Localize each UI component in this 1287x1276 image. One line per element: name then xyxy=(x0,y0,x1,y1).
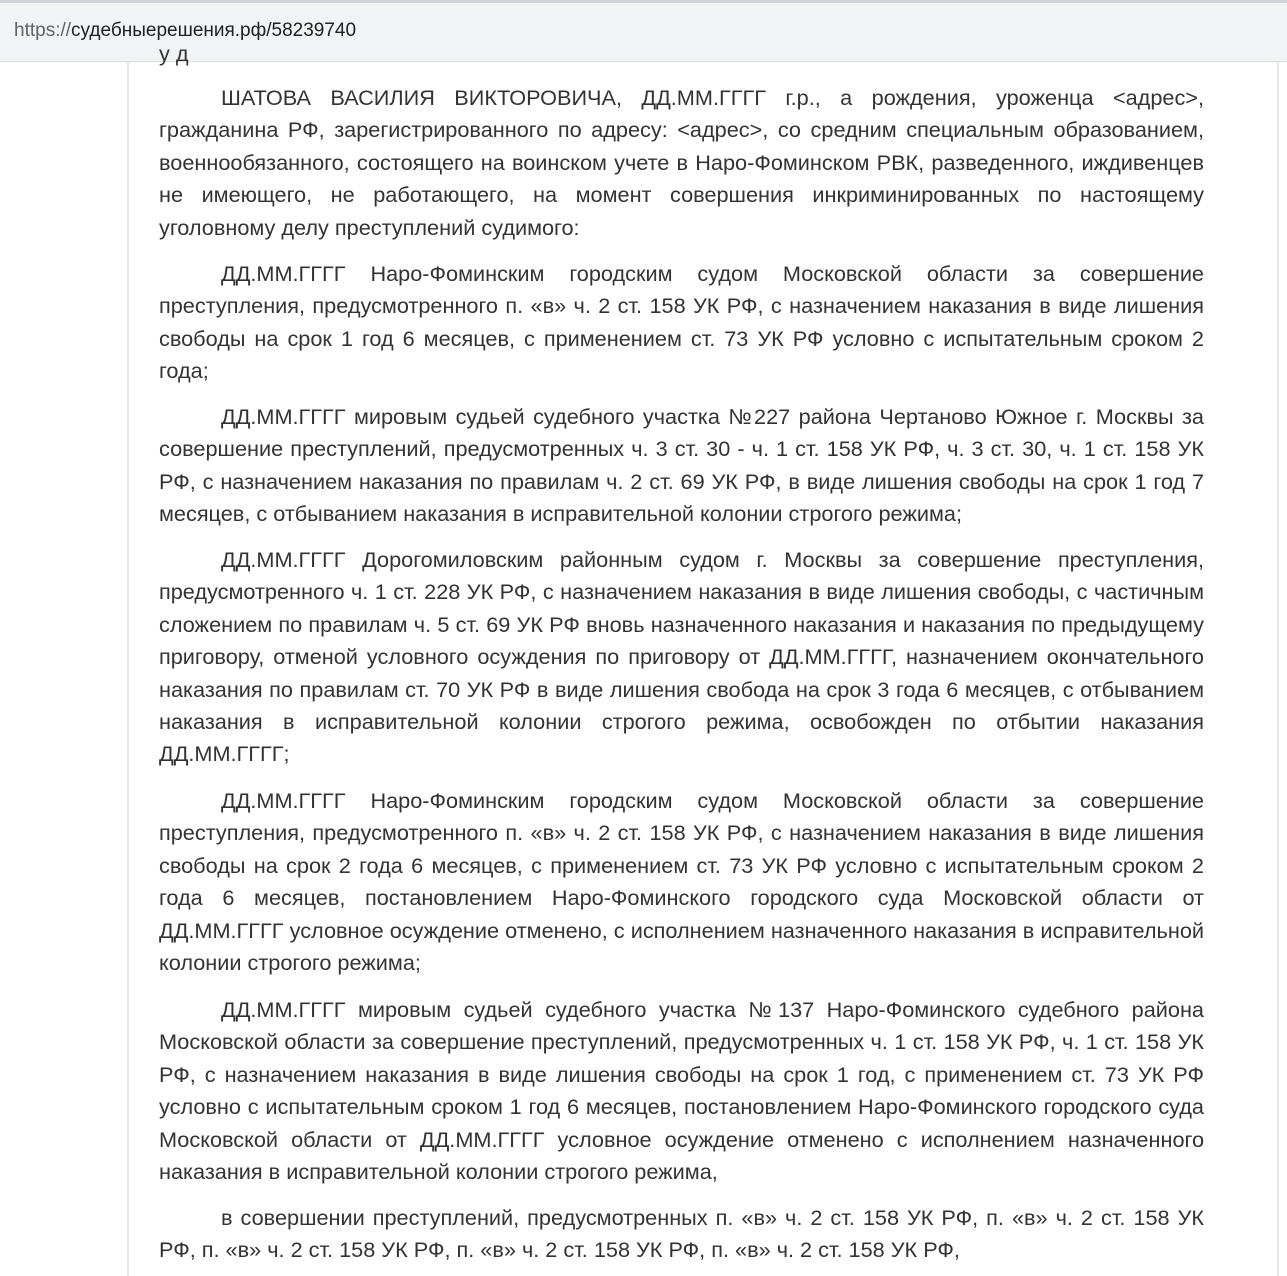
page-left-border xyxy=(127,62,129,1276)
paragraph-conviction-2: ДД.ММ.ГГГГ мировым судьей судебного участка №227 района Чертаново Южное г. Москвы за совершение преступлений, предусмотренных ч. 3 ст. 30 - ч. 1 ст. 158 УК РФ, ч. 3 ст. 30, ч. 1 ст. 158 УК РФ, с назначением наказания по правилам ч. 2 ст. 69 УК РФ, в виде лишения свободы на срок 1 год 7 месяцев, с отбыванием наказания в исправительной колонии строгого режима; xyxy=(159,404,1204,527)
document-body xyxy=(159,0,1204,1276)
paragraph-charges: в совершении преступлений, предусмотренных п. «в» ч. 2 ст. 158 УК РФ, п. «в» ч. 2 ст. 158 УК РФ, п. «в» ч. 2 ст. 158 УК РФ, п. «в» ч. 2 ст. 158 УК РФ, п. «в» ч. 2 ст. 158 УК РФ, xyxy=(159,1205,1204,1263)
page-right-border xyxy=(1277,62,1279,1276)
paragraph-conviction-4: ДД.ММ.ГГГГ Наро-Фоминским городским судом Московской области за совершение преступления, предусмотренного п. «в» ч. 2 ст. 158 УК РФ, с назначением наказания в виде лишения свободы на срок 2 года 6 месяцев, с применением ст. 73 УК РФ условно с испытательным сроком 2 года 6 месяцев, постановлением Наро-Фоминского городского суда Московской области от ДД.ММ.ГГГГ условное осуждение отменено, с исполнением назначенного наказания в исправительной колонии строгого режима; xyxy=(159,788,1204,976)
url-scheme: https:// xyxy=(14,20,72,41)
paragraph-conviction-3: ДД.ММ.ГГГГ Дорогомиловским районным судом г. Москвы за совершение преступления, предусмотренного ч. 1 ст. 228 УК РФ, с назначением наказания в виде лишения свободы, с частичным сложением по правилам ч. 5 ст. 69 УК РФ вновь назначенного наказания и наказания по предыдущему приговору, отменой условного осуждения по приговору от ДД.ММ.ГГГГ, назначением окончательного наказания по правилам ст. 70 УК РФ в виде лишения свобода на срок 3 года 6 месяцев, с отбыванием наказания в исправительной колонии строгого режима, освобожден по отбытии наказания ДД.ММ.ГГГГ; xyxy=(159,547,1204,767)
url-path: судебныерешения.рф/58239740 xyxy=(71,20,357,41)
paragraph-conviction-5: ДД.ММ.ГГГГ мировым судьей судебного участка №137 Наро-Фоминского судебного района Московской области за совершение преступлений, предусмотренных ч. 1 ст. 158 УК РФ, ч. 1 ст. 158 УК РФ, с назначением наказания в виде лишения свободы на срок 1 год, с применением ст. 73 УК РФ условно с испытательным сроком 1 год 6 месяцев, постановлением Наро-Фоминского городского суда Московской области от ДД.ММ.ГГГГ условное осуждение отменено с исполнением назначенного наказания в исправительной колонии строгого режима, xyxy=(159,997,1204,1185)
clipped-text-line: у д xyxy=(159,41,189,66)
paragraph-conviction-1: ДД.ММ.ГГГГ Наро-Фоминским городским судом Московской области за совершение преступления, предусмотренного п. «в» ч. 2 ст. 158 УК РФ, с назначением наказания в виде лишения свободы на срок 1 год 6 месяцев, с применением ст. 73 УК РФ условно с испытательным сроком 2 года; xyxy=(159,261,1204,384)
paragraph-defendant-info: ШАТОВА ВАСИЛИЯ ВИКТОРОВИЧА, ДД.ММ.ГГГГ г.р., а рождения, уроженца <адрес>, гражданина РФ, зарегистрированного по адресу: <адрес>, со средним специальным образованием, военнообязанного, состоящего на воинском учете в Наро-Фоминском РВК, разведенного, иждивенцев не имеющего, не работающего, на момент совершения инкриминированных по настоящему уголовному делу преступлений судимого: xyxy=(159,85,1204,240)
